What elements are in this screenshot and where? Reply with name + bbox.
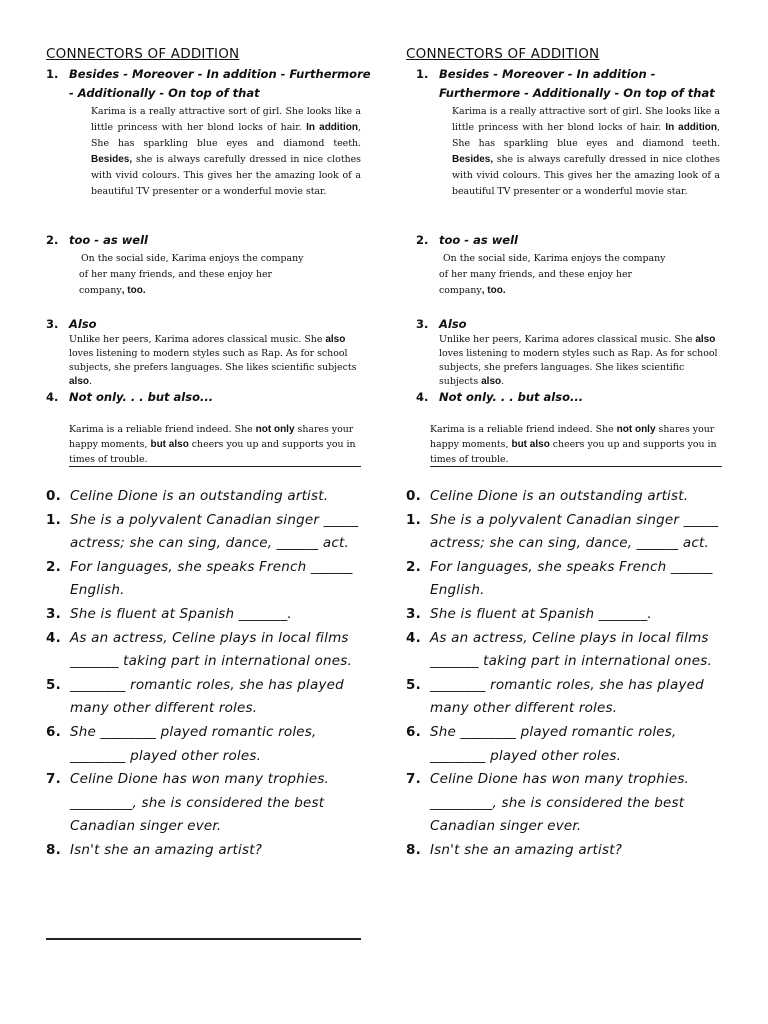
section-2-heading: 2. too - as well (416, 233, 518, 247)
exercise-item-1: 1. She is a polyvalent Canadian singer _____ actress; she can sing, dance, ______ act. (406, 511, 719, 552)
exercise-item-0: 0. Celine Dione is an outstanding artist. (406, 488, 689, 504)
exercise-item-4: 4. As an actress, Celine plays in local films _______ taking part in international ones. (46, 629, 352, 670)
section-2-paragraph: On the social side, Karima enjoys the company of her many friends, and these enjoy her company, too. (79, 253, 304, 296)
section-1-paragraph: Karima is a really attractive sort of girl. She looks like a little princess with her blond locks of hair. In addition, She has sparkling blue eyes and diamond teeth. Besides, she is always carefully dressed in nice clothes with vivid colours. This gives her the amazing look of a beautiful TV presenter or a wonderful movie star. (452, 106, 721, 197)
section-4-heading: 4. Not only. . . but also... (416, 390, 584, 404)
right-column (406, 0, 736, 1024)
exercise-item-5: 5. ________ romantic roles, she has played many other different roles. (46, 676, 344, 717)
section-4-paragraph: Karima is a reliable friend indeed. She not only shares your happy moments, but also cheers you up and supports you in times of trouble. (69, 424, 356, 465)
exercise-item-2: 2. For languages, she speaks French ______ English. (406, 558, 713, 599)
exercise-list (46, 485, 376, 863)
section-3-paragraph: Unlike her peers, Karima adores classical music. She also loves listening to modern styles such as Rap. As for school subjects, she prefers languages. She likes scientific subjects also. (69, 334, 357, 387)
bottom-rule (46, 938, 361, 940)
section-1-heading-cont: - Additionally - On top of that (69, 86, 260, 100)
exercise-item-6: 6. She ________ played romantic roles, ________ played other roles. (46, 723, 317, 764)
section-divider (430, 466, 722, 467)
section-divider (69, 466, 361, 467)
left-column (46, 0, 376, 1024)
section-3-paragraph: Unlike her peers, Karima adores classical music. She also loves listening to modern styles such as Rap. As for school subjects, she prefers languages. She likes scientific subjects also. (439, 334, 718, 387)
section-3-heading: 3. Also (416, 317, 467, 331)
exercise-item-7: 7. Celine Dione has won many trophies. _________, she is considered the best Canadian singer ever. (406, 771, 690, 835)
exercise-item-4: 4. As an actress, Celine plays in local films _______ taking part in international ones. (406, 629, 712, 670)
exercise-item-6: 6. She ________ played romantic roles, ________ played other roles. (406, 723, 677, 764)
exercise-item-3: 3. She is fluent at Spanish _______. (46, 605, 292, 622)
exercise-item-8: 8. Isn't she an amazing artist? (406, 841, 623, 858)
section-1-heading: 1. Besides - Moreover - In addition - Furthermore (46, 67, 371, 81)
exercise-item-8: 8. Isn't she an amazing artist? (46, 841, 263, 858)
section-4-heading: 4. Not only. . . but also... (46, 390, 214, 404)
exercise-item-7: 7. Celine Dione has won many trophies. _________, she is considered the best Canadian singer ever. (46, 771, 330, 835)
section-1-paragraph: Karima is a really attractive sort of girl. She looks like a little princess with her blond locks of hair. In addition, She has sparkling blue eyes and diamond teeth. Besides, she is always carefully dressed in nice clothes with vivid colours. This gives her the amazing look of a beautiful TV presenter or a wonderful movie star. (91, 106, 361, 197)
exercise-item-5: 5. ________ romantic roles, she has played many other different roles. (406, 676, 704, 717)
exercise-item-3: 3. She is fluent at Spanish _______. (406, 605, 652, 622)
exercise-item-0: 0. Celine Dione is an outstanding artist. (46, 488, 329, 504)
section-1-heading-cont: Furthermore - Additionally - On top of that (439, 86, 715, 100)
exercise-item-1: 1. She is a polyvalent Canadian singer _____ actress; she can sing, dance, ______ act. (46, 511, 359, 552)
worksheet-title: CONNECTORS OF ADDITION (406, 46, 600, 62)
exercise-list (406, 485, 736, 863)
section-4-paragraph: Karima is a reliable friend indeed. She not only shares your happy moments, but also cheers you up and supports you in times of trouble. (430, 424, 717, 465)
exercise-item-2: 2. For languages, she speaks French ______ English. (46, 558, 353, 599)
section-1-heading: 1. Besides - Moreover - In addition - (416, 67, 656, 81)
worksheet-title: CONNECTORS OF ADDITION (46, 46, 240, 62)
section-2-heading: 2. too - as well (46, 233, 148, 247)
section-2-paragraph: On the social side, Karima enjoys the company of her many friends, and these enjoy her company, too. (439, 253, 666, 296)
section-3-heading: 3. Also (46, 317, 97, 331)
